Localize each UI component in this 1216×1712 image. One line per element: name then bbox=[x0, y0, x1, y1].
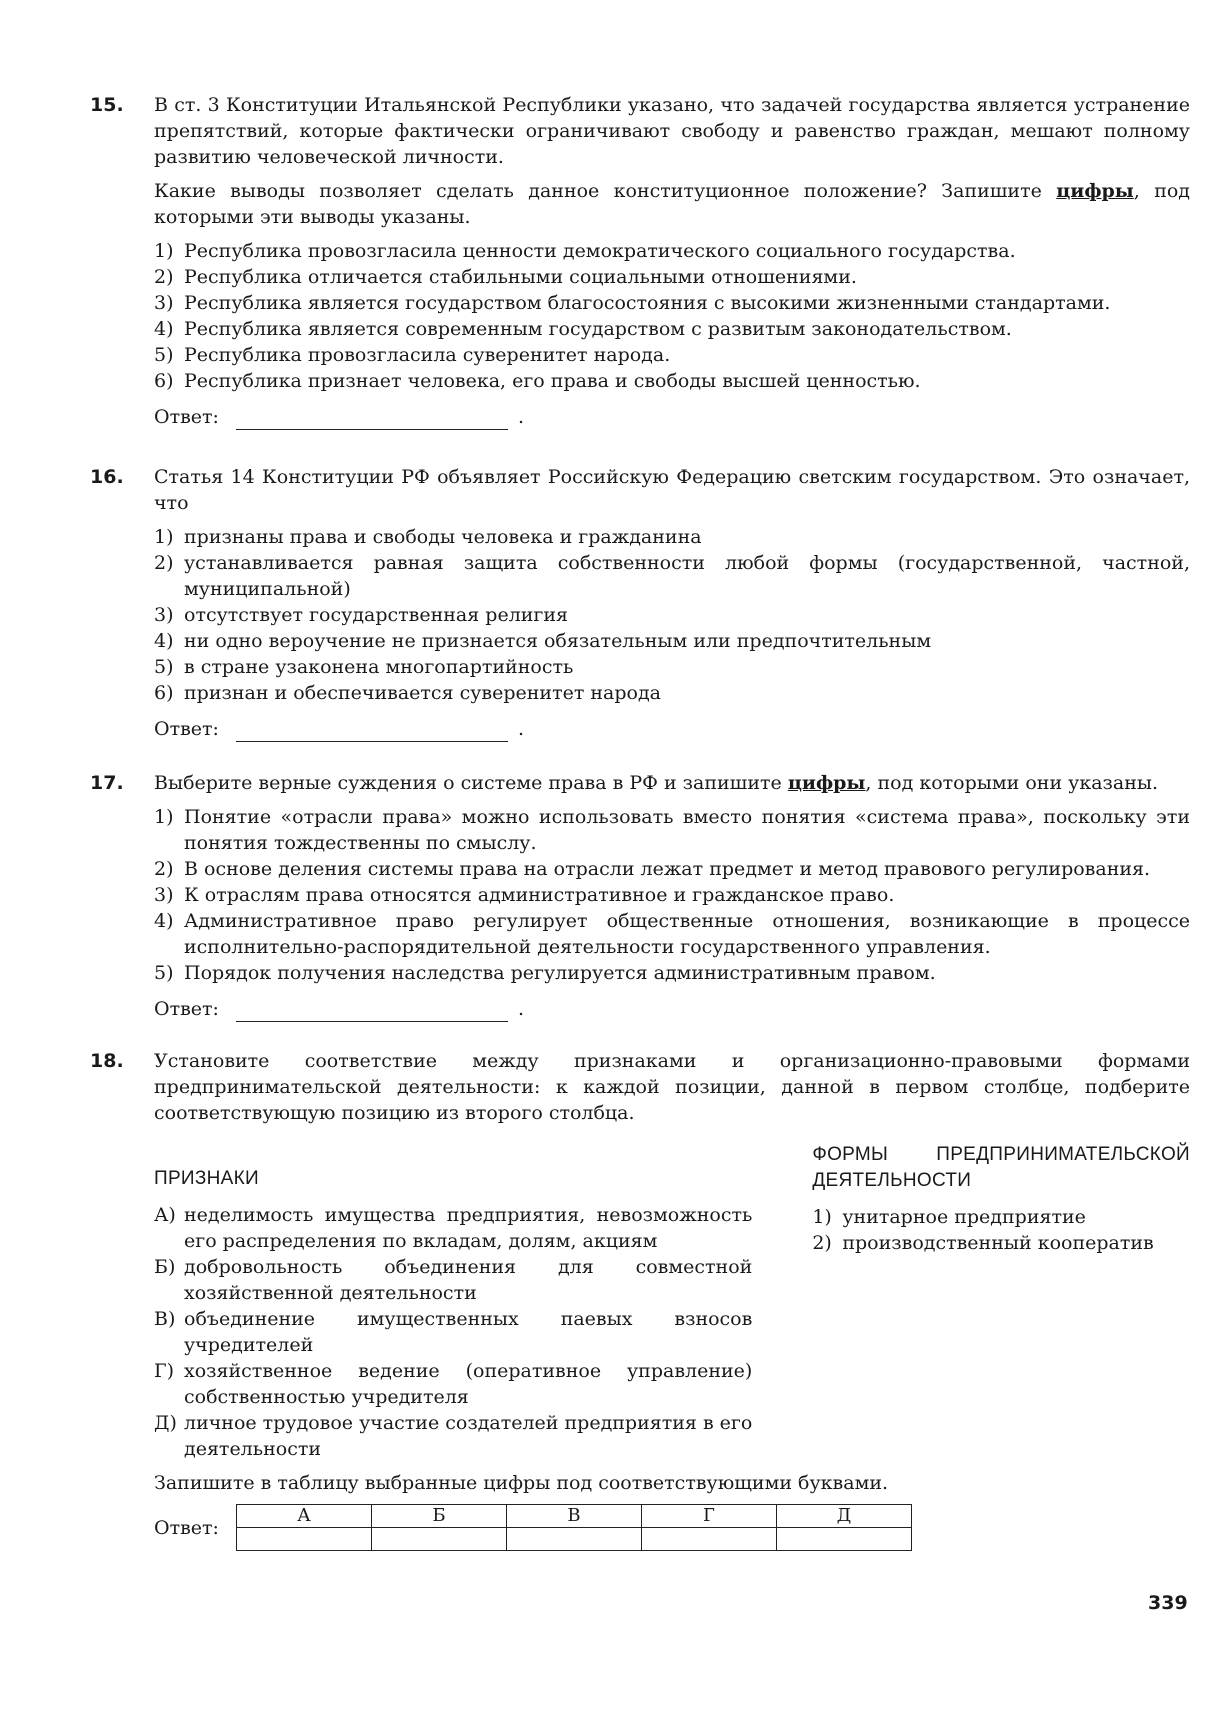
answer-line: Ответ: . bbox=[154, 718, 525, 740]
table-answer-cell[interactable] bbox=[507, 1528, 642, 1551]
task-16 bbox=[90, 464, 1190, 742]
option-item: 3) отсутствует государственная религия bbox=[154, 604, 569, 626]
option-item: 5) Республика провозгласила суверенитет народа. bbox=[154, 344, 671, 366]
options-list bbox=[154, 524, 1190, 706]
option-item: 4) Республика является современным государством с развитым законодательством. bbox=[154, 318, 1012, 340]
feature-item: Г) хозяйственное ведение (оперативное управление) собственностью учредителя bbox=[154, 1360, 753, 1408]
option-item: 4) Административное право регулирует общественные отношения, возникающие в процессе исполнительно-распорядительной деятельности государственного управления. bbox=[154, 910, 1190, 958]
task-18 bbox=[90, 1048, 1190, 1551]
table-answer-cell[interactable] bbox=[237, 1528, 372, 1551]
table-letter-cell: Д bbox=[777, 1505, 912, 1528]
task-number: 18. bbox=[90, 1050, 124, 1072]
forms-list bbox=[812, 1204, 1190, 1256]
table-letter-cell: Б bbox=[372, 1505, 507, 1528]
answer-table-row bbox=[154, 1504, 1190, 1551]
page-number: 339 bbox=[1148, 1592, 1188, 1614]
table-letter-cell: В bbox=[507, 1505, 642, 1528]
answer-label: Ответ: bbox=[154, 1516, 219, 1539]
option-item: 2) Республика отличается стабильными социальными отношениями. bbox=[154, 266, 857, 288]
option-item: 2) устанавливается равная защита собственности любой формы (государственной, частной, муниципальной) bbox=[154, 552, 1190, 600]
feature-item: А) неделимость имущества предприятия, невозможность его распределения по вкладам, долям, акциям bbox=[154, 1204, 753, 1252]
features-column bbox=[154, 1142, 752, 1462]
task-question: Выберите верные суждения о системе права в РФ и запишите цифры, под которыми они указаны. bbox=[154, 772, 1159, 794]
task-number: 15. bbox=[90, 94, 124, 116]
options-list bbox=[154, 238, 1190, 394]
option-item: 6) признан и обеспечивается суверенитет народа bbox=[154, 682, 662, 704]
feature-item: Д) личное трудовое участие создателей предприятия в его деятельности bbox=[154, 1412, 753, 1460]
task-intro: В ст. 3 Конституции Итальянской Республики указано, что задачей государства является устранение препятствий, которые фактически ограничивают свободу и равенство граждан, мешают полному развитию человеческой личности. bbox=[154, 94, 1190, 168]
forms-column bbox=[812, 1142, 1190, 1462]
table-answer-cell[interactable] bbox=[777, 1528, 912, 1551]
answer-blank[interactable] bbox=[236, 723, 508, 742]
emphasis-digits: цифры bbox=[787, 772, 866, 794]
answer-label: Ответ: bbox=[154, 406, 219, 428]
task-intro: Статья 14 Конституции РФ объявляет Российскую Федерацию светским государством. Это означает, что bbox=[154, 466, 1190, 514]
task-number: 17. bbox=[90, 772, 124, 794]
table-answer-cell[interactable] bbox=[372, 1528, 507, 1551]
option-item: 1) Понятие «отрасли права» можно использовать вместо понятия «система права», поскольку эти понятия тождественны по смыслу. bbox=[154, 806, 1190, 854]
features-list bbox=[154, 1202, 752, 1462]
option-item: 3) К отраслям права относятся административное и гражданское право. bbox=[154, 884, 895, 906]
option-item: 2) В основе деления системы права на отрасли лежат предмет и метод правового регулирования. bbox=[154, 858, 1151, 880]
form-item: 2) производственный кооператив bbox=[812, 1232, 1154, 1254]
form-item: 1) унитарное предприятие bbox=[812, 1206, 1086, 1228]
feature-item: Б) добровольность объединения для совместной хозяйственной деятельности bbox=[154, 1256, 753, 1304]
answer-blank[interactable] bbox=[236, 1003, 508, 1022]
table-letter-cell: Г bbox=[642, 1505, 777, 1528]
table-answer-row bbox=[237, 1528, 912, 1551]
features-heading: ПРИЗНАКИ bbox=[154, 1168, 259, 1189]
task-intro: Установите соответствие между признаками и организационно-правовыми формами предпринимательской деятельности: к каждой позиции, данной в первом столбце, подберите соответствующую позицию из второго столбца. bbox=[154, 1050, 1190, 1124]
table-header-row bbox=[237, 1505, 912, 1528]
answer-line: Ответ: . bbox=[154, 998, 525, 1020]
task-17 bbox=[90, 770, 1190, 1022]
table-instruction: Запишите в таблицу выбранные цифры под соответствующими буквами. bbox=[154, 1472, 889, 1494]
option-item: 4) ни одно вероучение не признается обязательным или предпочтительным bbox=[154, 630, 932, 652]
option-item: 5) Порядок получения наследства регулируется административным правом. bbox=[154, 962, 936, 984]
table-letter-cell: А bbox=[237, 1505, 372, 1528]
task-number: 16. bbox=[90, 466, 124, 488]
answer-label: Ответ: bbox=[154, 718, 219, 740]
table-answer-cell[interactable] bbox=[642, 1528, 777, 1551]
forms-heading: ФОРМЫ ПРЕДПРИНИМАТЕЛЬСКОЙ ДЕЯТЕЛЬНОСТИ bbox=[812, 1144, 1190, 1191]
answer-blank[interactable] bbox=[236, 411, 508, 430]
option-item: 1) признаны права и свободы человека и гражданина bbox=[154, 526, 702, 548]
task-15 bbox=[90, 92, 1190, 430]
emphasis-digits: цифры bbox=[1056, 180, 1134, 202]
option-item: 1) Республика провозгласила ценности демократического социального государства. bbox=[154, 240, 1016, 262]
feature-item: В) объединение имущественных паевых взносов учредителей bbox=[154, 1308, 753, 1356]
option-item: 6) Республика признает человека, его права и свободы высшей ценностью. bbox=[154, 370, 921, 392]
matching-columns bbox=[154, 1142, 1190, 1462]
option-item: 5) в стране узаконена многопартийность bbox=[154, 656, 574, 678]
answer-line: Ответ: . bbox=[154, 406, 525, 428]
options-list bbox=[154, 804, 1190, 986]
answer-label: Ответ: bbox=[154, 998, 219, 1020]
task-question: Какие выводы позволяет сделать данное конституционное положение? Запишите цифры, под которыми эти выводы указаны. bbox=[154, 180, 1190, 228]
option-item: 3) Республика является государством благосостояния с высокими жизненными стандартами. bbox=[154, 292, 1111, 314]
answer-table bbox=[236, 1504, 912, 1551]
